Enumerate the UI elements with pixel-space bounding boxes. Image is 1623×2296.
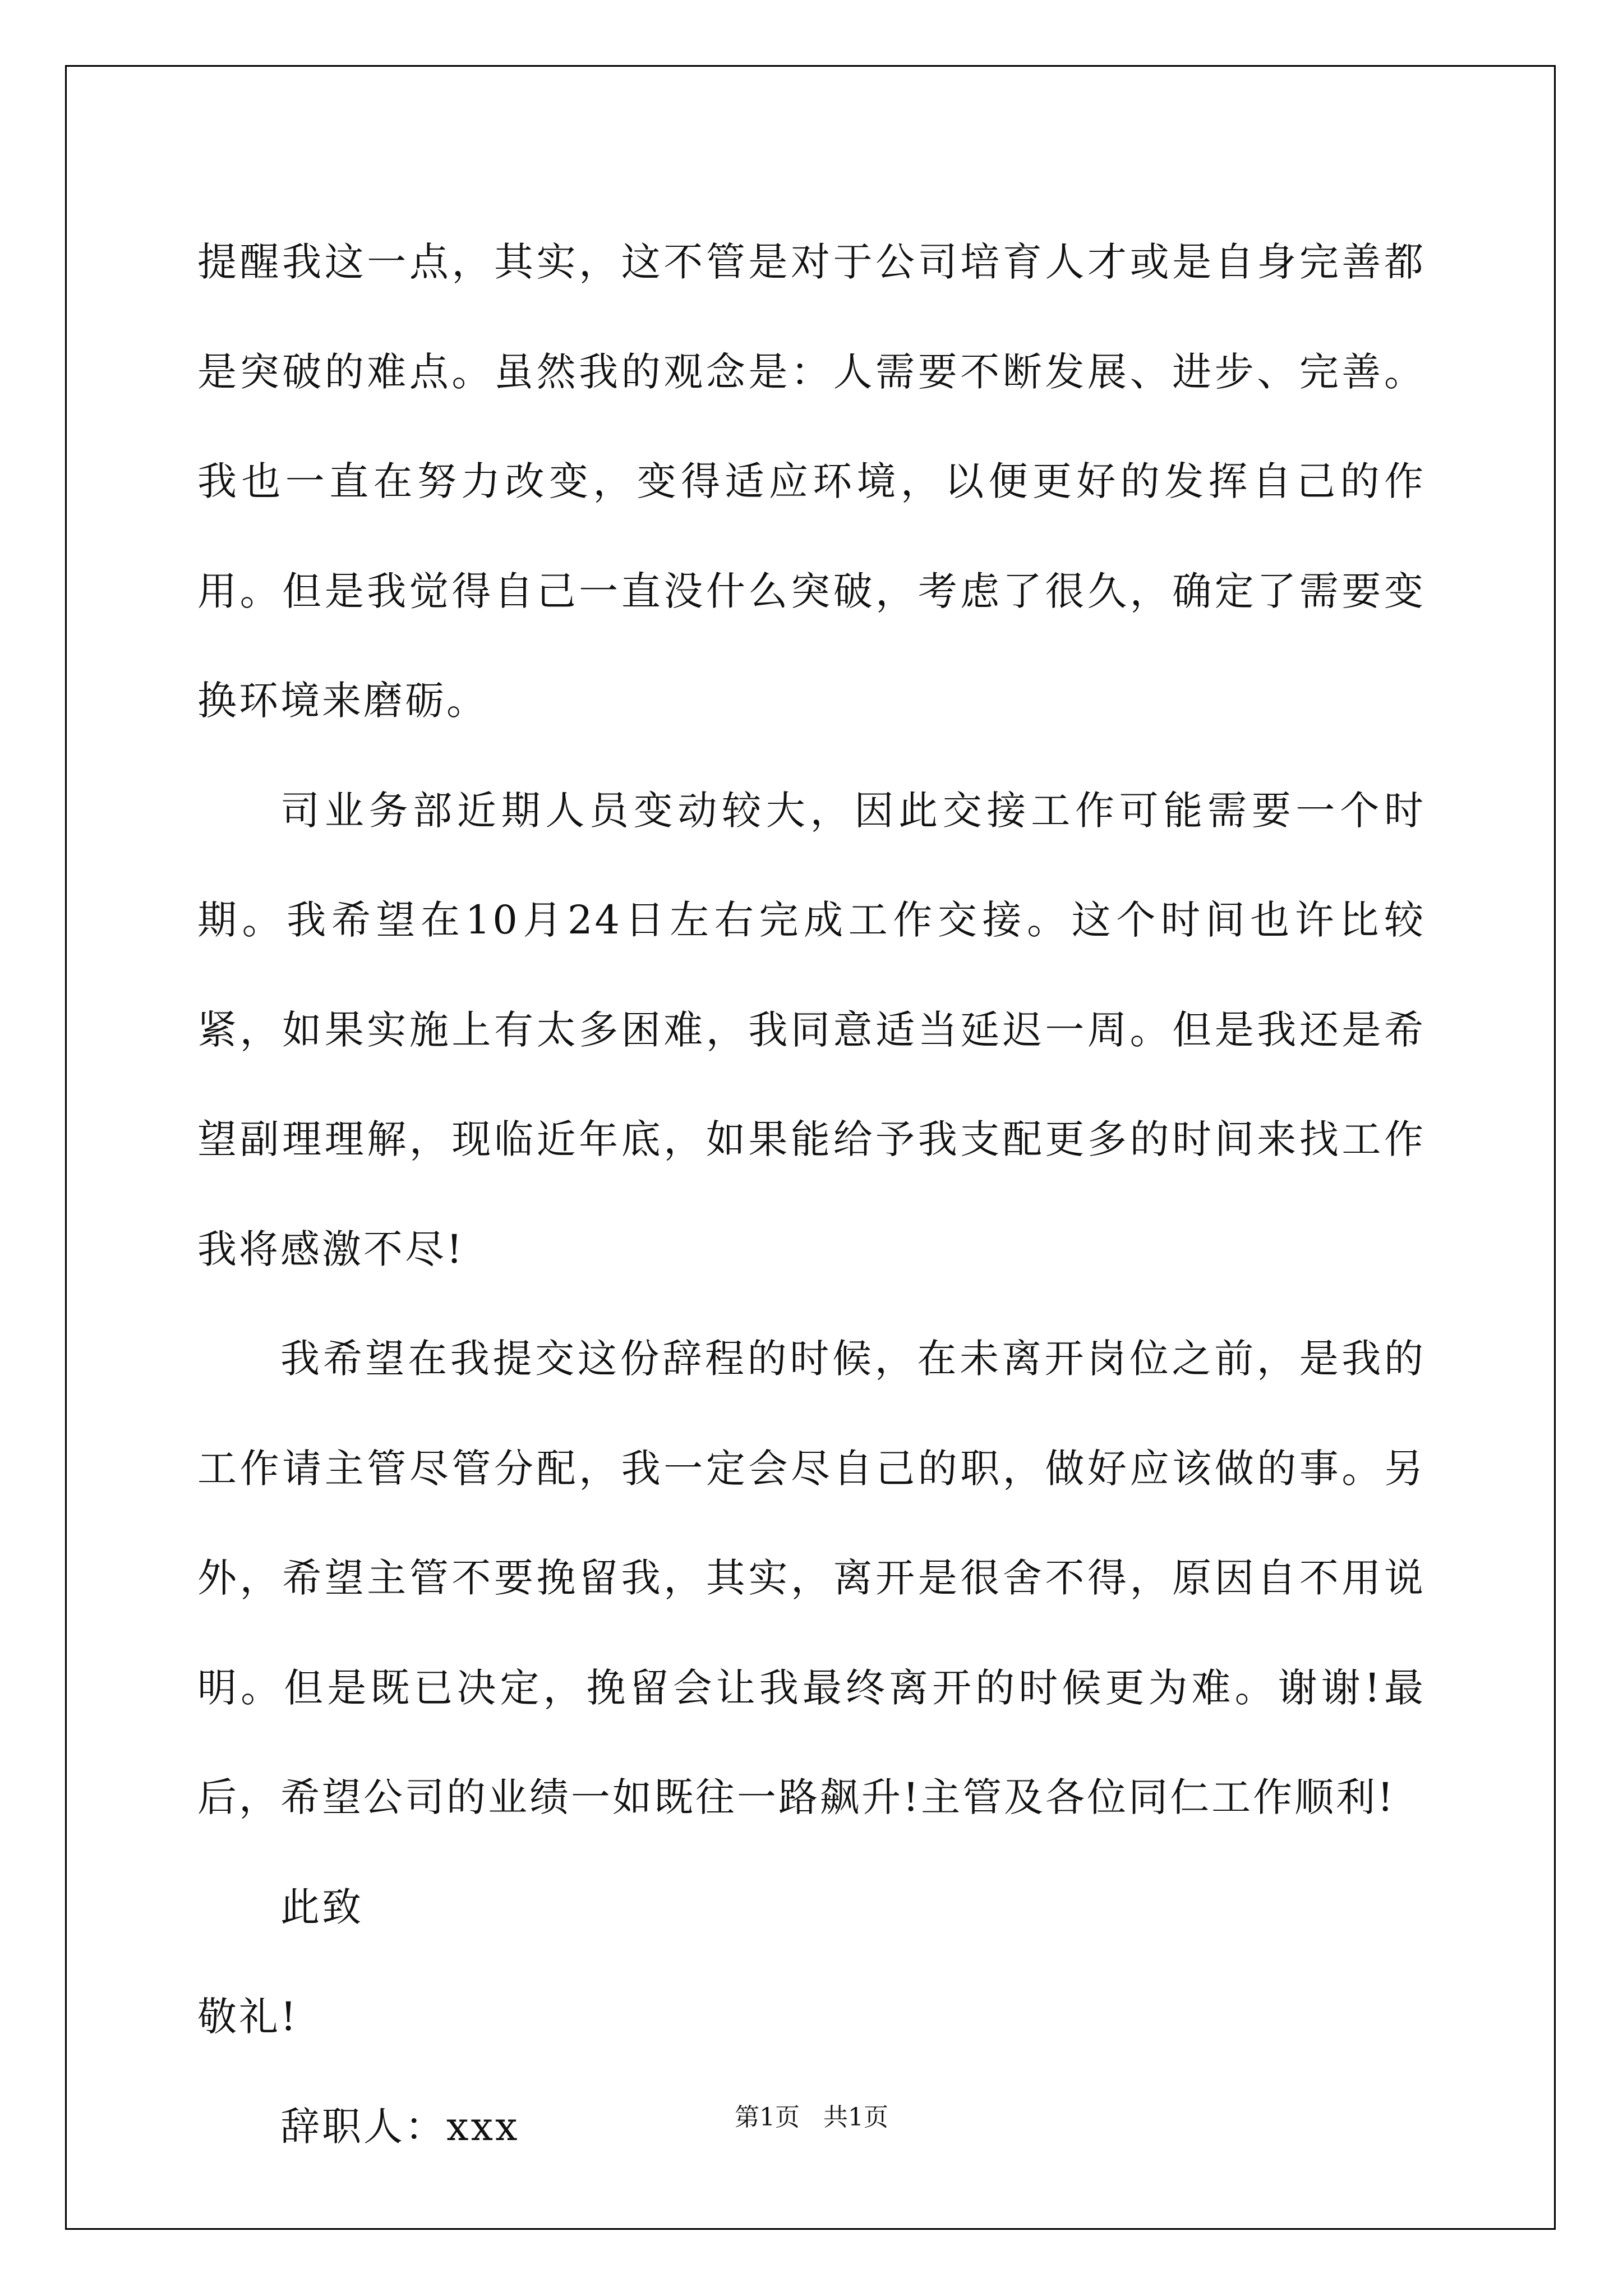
paragraph-closing-remarks: 我希望在我提交这份辞程的时候，在未离开岗位之前，是我的工作请主管尽管分配，我一定会尽自己的职，做好应该做的事。另外，希望主管不要挽留我，其实，离开是很舍不得，原因自不用说明。但是既已决定，挽留会让我最终离开的时候更为难。谢谢!最后，希望公司的业绩一如既往一路飙升!主管及各位同仁工作顺利!	[197, 1336, 1426, 1820]
paragraph-handover: 司业务部近期人员变动较大，因此交接工作可能需要一个时期。我希望在10月24日左右完成工作交接。这个时间也许比较紧，如果实施上有太多困难，我同意适当延迟一周。但是我还是希望副理理解，现临近年底，如果能给予我支配更多的时间来找工作我将感激不尽!	[197, 787, 1426, 1272]
signature-line: 辞职人：xxx	[280, 2103, 520, 2150]
salutation-cizhi: 此致	[280, 1884, 363, 1930]
page-footer	[0, 2097, 1623, 2133]
paragraph-reason: 提醒我这一点，其实，这不管是对于公司培育人才或是自身完善都是突破的难点。虽然我的观念是：人需要不断发展、进步、完善。我也一直在努力改变，变得适应环境，以便更好的发挥自己的作用。但是我觉得自己一直没什么突破，考虑了很久，确定了需要变换环境来磨砺。	[197, 239, 1426, 724]
page-number-current: 第1页	[735, 2103, 800, 2132]
letter-body	[197, 208, 1426, 2182]
salutation-jingli: 敬礼!	[197, 1994, 299, 2040]
page-number-total: 共1页	[823, 2103, 888, 2132]
